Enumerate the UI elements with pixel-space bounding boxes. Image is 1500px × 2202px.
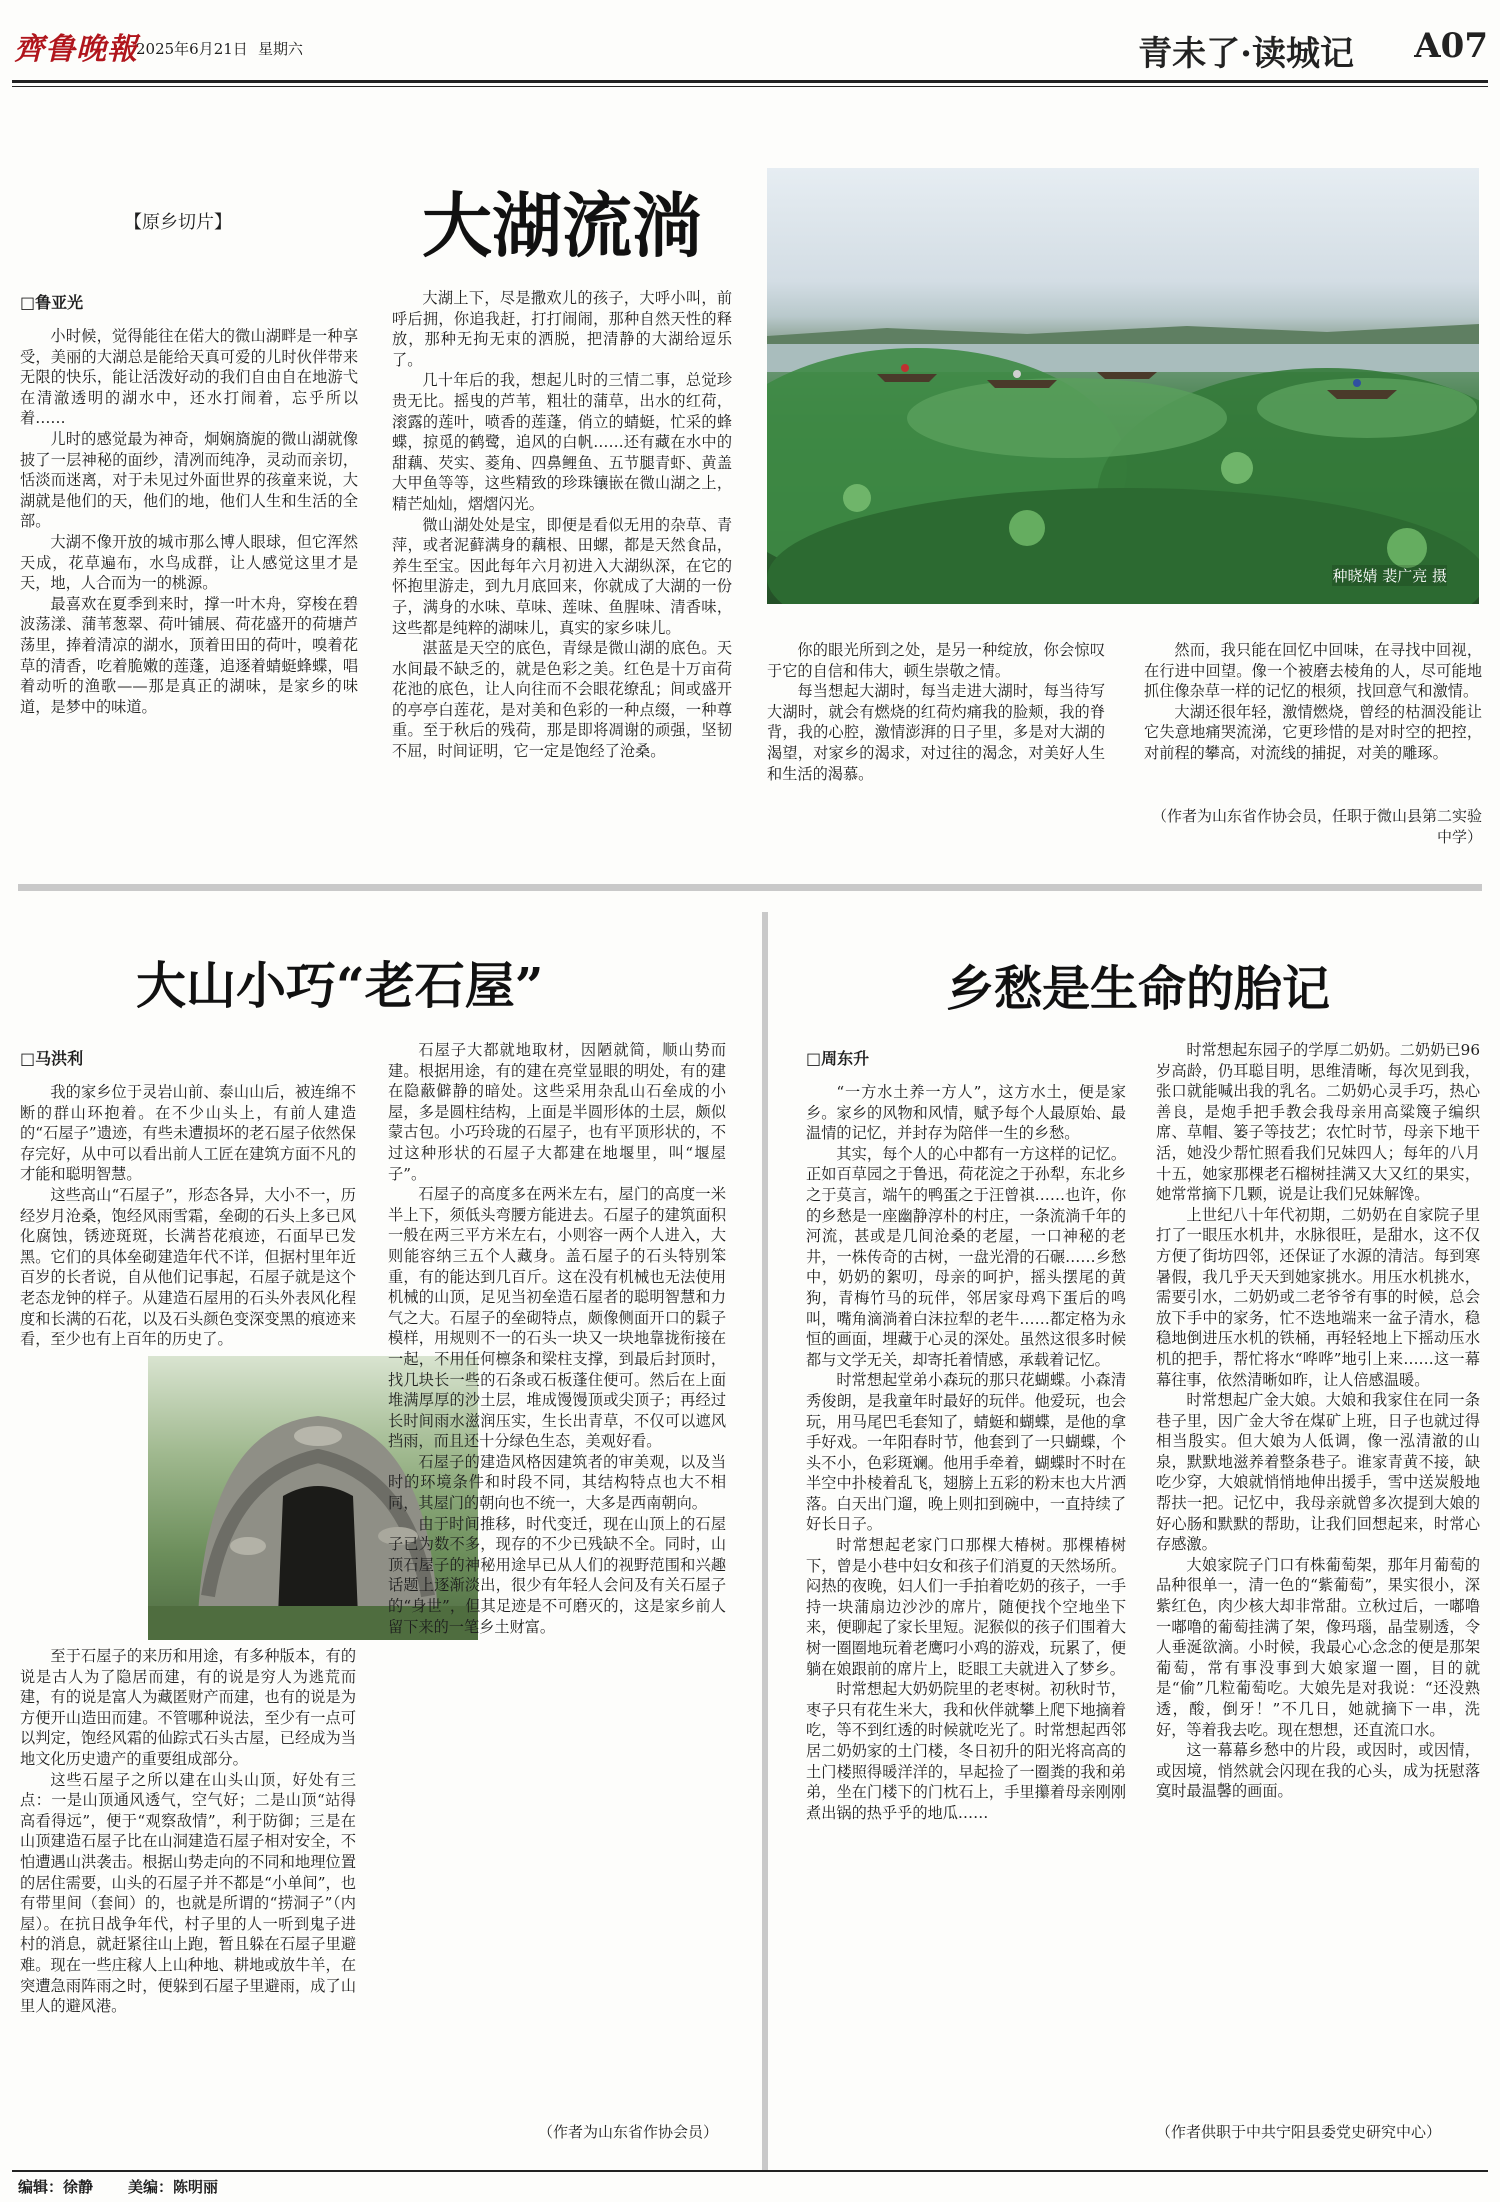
footer-designer: 美编：陈明丽 [128, 2178, 219, 2196]
a2-paragraph: 这些石屋子之所以建在山头山顶，好处有三点：一是山顶通风透气，空气好；二是山顶“站得高看得远”，便于“观察敌情”，利于防御；三是在山顶建造石屋子比在山洞建造石屋子相对安全，不怕遭遇山洪袭击。根据山势走向的不同和地理位置的居住需要，山头的石屋子并不都是“小单间”，也有带里间（套间）的，也就是所谓的“捞洞子”（内屋）。在抗日战争年代，村子里的人一听到鬼子进村的消息，就赶紧往山上跑，暂且躲在石屋子里避难。现在一些庄稼人上山种地、耕地或放牛羊，在突遭急雨阵雨之时，便躲到石屋子里避雨，成了山里人的避风港。 [20, 1770, 356, 2016]
section-divider [18, 884, 1482, 891]
a1-paragraph: 然而，我只能在回忆中回味，在寻找中回视，在行进中回望。像一个被磨去棱角的人，尽可能地抓住像杂草一样的记忆的根须，找回意气和激情。 [1144, 641, 1482, 701]
a1-paragraph: 最喜欢在夏季到来时，撑一叶木舟，穿梭在碧波荡漾、蒲苇葱翠、荷叶铺展、荷花盛开的荷塘芦荡里，捧着清凉的湖水，顶着田田的荷叶，嗅着花草的清香，吃着脆嫩的莲蓬，追逐着蜻蜓蜂蝶，唱着动听的渔歌——那是真正的湖味，是家乡的味道，是梦中的味道。 [20, 594, 358, 716]
a2-paragraph: 石屋子大都就地取材，因陋就简，顺山势而建。根据用途，有的建在亮堂显眼的明处，有的建在隐蔽僻静的暗处。这些采用杂乱山石垒成的小屋，多是圆柱结构，上面是半圆形体的土层，颇似蒙古包。小巧玲珑的石屋子，也有平顶形状的，不过这种形状的石屋子大都建在地堰里，叫“堰屋子”。 [388, 1041, 726, 1183]
a1-paragraph: 大湖不像开放的城市那么博人眼球，但它浑然天成，花草遍布，水鸟成群，让人感觉这里才是天，地，人合而为一的桃源。 [20, 532, 358, 593]
a1-paragraph: 每当想起大湖时，每当走进大湖时，每当待写大湖时，就会有燃烧的红荷灼痛我的脸颊，我的脊背，我的心腔，激情澎湃的日子里，多是对大湖的渴望，对家乡的渴求，对过往的渴念，对美好人生和生活的渴慕。 [767, 682, 1105, 783]
column-divider [762, 912, 768, 2172]
article1-col3 [767, 640, 1105, 846]
a1-paragraph: 微山湖处处是宝，即便是看似无用的杂草、青萍，或者泥藓满身的藕根、田螺，都是天然食品，养生至宝。因此每年六月初进入大湖纵深，在它的怀抱里游走，到九月底回来，你就成了大湖的一份子，满身的水味、草味、莲味、鱼腥味、清香味，这些都是纯粹的湖味儿，真实的家乡味儿。 [392, 515, 732, 637]
a2-paragraph: 由于时间推移，时代变迁，现在山顶上的石屋子已为数不多，现存的不少已残缺不全。同时，山顶石屋子的神秘用途早已从人们的视野范围和兴趣话题上逐渐淡出，很少有年轻人会问及有关石屋子的“身世”，但其足迹是不可磨灭的，这是家乡前人留下来的一笔乡土财富。 [388, 1514, 726, 1636]
article2-col2 [388, 1040, 726, 2120]
article3-title: 乡愁是生命的胎记 [946, 961, 1331, 1017]
article1-col1 [20, 326, 358, 846]
a3-paragraph: 时常想起老家门口那棵大椿树。那棵椿树下，曾是小巷中妇女和孩子们消夏的天然场所。闷热的夜晚，妇人们一手拍着吃奶的孩子，一手持一块蒲扇边沙沙的席片，随便找个空地坐下来，便聊起了家长里短。泥猴似的孩子们围着大树一圈圈地玩着老鹰叼小鸡的游戏，玩累了，便躺在娘跟前的席片上，眨眼工夫就进入了梦乡。 [806, 1536, 1126, 1678]
article1-author-note: （作者为山东省作协会员，任职于微山县第二实验中学） [1151, 807, 1482, 846]
article2-col1 [20, 1082, 356, 1352]
a1-paragraph: 大湖上下，尽是撒欢儿的孩子，大呼小叫，前呼后拥，你追我赶，打打闹闹，那种自然天性的释放，那种无拘无束的洒脱，把清静的大湖给逗乐了。 [392, 289, 732, 369]
issue-weekday: 星期六 [258, 40, 304, 58]
a2-paragraph: 石屋子的高度多在两米左右，屋门的高度一米半上下，须低头弯腰方能进去。石屋子的建筑面积一般在两三平方米左右，小则容一两个人进入，大则能容纳三五个人藏身。盖石屋子的石头特别笨重，有的能达到几百斤。这在没有机械也无法使用机械的山顶，足见当初垒造石屋者的聪明智慧和力气之大。石屋子的垒砌特点，颇像侧面开口的鬏子模样，用规则不一的石头一块又一块地靠拢衔接在一起，不用任何檩条和梁柱支撑，到最后封顶时，找几块长一些的石条或石板蓬住便可。然后在上面堆满厚厚的沙土层，堆成馒馒顶或尖顶子；再经过长时间雨水滋润压实，生长出青草，不仅可以遮风挡雨，而且还十分绿色生态，美观好看。 [388, 1185, 726, 1451]
footer-editor: 编辑：徐静 [18, 2178, 94, 2196]
a3-paragraph: “一方水土养一方人”，这方水土，便是家乡。家乡的风物和风情，赋予每个人最原始、最温情的记忆，并封存为陪伴一生的乡愁。 [806, 1083, 1126, 1143]
footer-rule [12, 2170, 1488, 2172]
column-tag: 【原乡切片】 [124, 212, 232, 233]
article3-col1 [806, 1082, 1126, 2162]
article2-col1-bottom [20, 1646, 356, 2166]
article3-author-note: （作者供职于中共宁阳县委党史研究中心） [1156, 2123, 1442, 2141]
a3-paragraph: 上世纪八十年代初期，二奶奶在自家院子里打了一眼压水机井，水脉很旺，是甜水，这不仅方便了街坊四邻，还保证了水源的清洁。每到寒暑假，我几乎天天到她家挑水。用压水机挑水，需要引水，二奶奶或二老爷爷有事的时候，总会放下手中的家务，忙不迭地端来一盆子清水，稳稳地倒进压水机的铁桶，再轻轻地上下摇动压水机的把手，帮忙将水“哗哗”地引上来……这一幕幕往事，依然清晰如昨，让人倍感温暖。 [1156, 1205, 1480, 1389]
section-name: 青未了·读城记 [1138, 34, 1354, 74]
article2-title: 大山小巧“老石屋” [136, 956, 544, 1015]
a3-paragraph: 时常想起堂弟小森玩的那只花蝴蝶。小森清秀俊朗，是我童年时最好的玩伴。他爱玩，也会玩，用马尾巴毛套知了，蜻蜓和蝴蝶，是他的拿手好戏。一年阳春时节，他套到了一只蝴蝶，个头不小，色彩斑斓。他用手牵着，蝴蝶时不时在半空中扑棱着乱飞，翅膀上五彩的粉末也大片洒落。白天出门遛，晚上则扣到碗中，一直持续了好长日子。 [806, 1371, 1126, 1534]
a1-paragraph: 小时候，觉得能往在偌大的微山湖畔是一种享受，美丽的大湖总是能给天真可爱的儿时伙伴带来无限的快乐，能让活泼好动的我们自由自在地游弋在清澈透明的湖水中，还水打闹着，忘乎所以着…… [20, 327, 358, 428]
header-rule-thin [12, 86, 1488, 87]
header-rule [12, 80, 1488, 83]
a2-paragraph: 至于石屋子的来历和用途，有多种版本，有的说是古人为了隐居而建，有的说是穷人为逃荒而建，有的说是富人为藏匿财产而建，也有的说是为方便开山造田而建。不管哪种说法，至少有一点可以判定，饱经风霜的仙踪式石头古屋，已经成为当地文化历史遗产的重要组成部分。 [20, 1647, 356, 1768]
article3-author: □周东升 [806, 1049, 870, 1068]
photo-credit: 种晓婧 裴广亮 摄 [1332, 567, 1447, 585]
article1-col4 [1144, 640, 1482, 820]
a2-paragraph: 这些高山“石屋子”，形态各异，大小不一，历经岁月沧桑，饱经风雨雪霜，垒砌的石头上多已风化腐蚀，锈迹斑斑，长满苔花痕迹，石面早已发黑。它们的具体垒砌建造年代不详，但据村里年近百岁的长者说，自从他们记事起，石屋子就是这个老态龙钟的样子。从建造石屋用的石头外表风化程度和长满的石花，以及石头颜色变深变黑的痕迹来看，至少也有上百年的历史了。 [20, 1185, 356, 1349]
article1-photo [767, 168, 1479, 604]
a2-paragraph: 我的家乡位于灵岩山前、泰山山后，被连绵不断的群山环抱着。在不少山头上，有前人建造的“石屋子”遗迹，有些未遭损坏的老石屋子依然保存完好，从中可以看出前人工匠在建筑方面不凡的才能和聪明智慧。 [20, 1083, 356, 1184]
lotus-lake-illustration [767, 168, 1479, 604]
a3-paragraph: 其实，每个人的心中都有一方这样的记忆。正如百草园之于鲁迅，荷花淀之于孙犁，东北乡之于莫言，端午的鸭蛋之于汪曾祺……也许，你的乡愁是一座幽静淳朴的村庄，一条流淌千年的河流，甚或是几间沧桑的老屋，一口神秘的老井，一株传奇的古树，一盘光滑的石碾……乡愁中，奶奶的絮叨，母亲的呵护，摇头摆尾的黄狗，青梅竹马的玩伴，邻居家母鸡下蛋后的鸣叫，嘴角滴淌着白沫拉犁的老牛……都定格为永恒的画面，埋藏于心灵的深处。虽然这很多时候都与文学无关，却寄托着情感，承载着记忆。 [806, 1144, 1126, 1369]
a3-paragraph: 这一幕幕乡愁中的片段，或因时，或因情，或因境，悄然就会闪现在我的心头，成为抚慰落寞时最温馨的画面。 [1156, 1741, 1480, 1801]
article1-col2 [392, 288, 732, 846]
a3-paragraph: 时常想起广金大娘。大娘和我家住在同一条巷子里，因广金大爷在煤矿上班，日子也就过得相当殷实。但大娘为人低调，像一泓清澈的山泉，默默地滋养着整条巷子。谁家青黄不接，缺吃少穿，大娘就悄悄地伸出援手，雪中送炭般地帮扶一把。记忆中，我母亲就曾多次提到大娘的好心肠和默默的帮助，让我们回想起来，时常心存感激。 [1156, 1391, 1480, 1554]
a3-paragraph: 时常想起大奶奶院里的老枣树。初秋时节，枣子只有花生米大，我和伙伴就攀上爬下地摘着吃，等不到红透的时候就吃光了。时常想起西邻居二奶奶家的土门楼，冬日初升的阳光将高高的土门楼照得暖洋洋的，早起捡了一圈粪的我和弟弟，坐在门楼下的门枕石上，手里攥着母亲刚刚煮出锅的热乎乎的地瓜…… [806, 1680, 1126, 1822]
article3-col2 [1156, 1040, 1480, 2120]
article2-author-note: （作者为山东省作协会员） [537, 2123, 718, 2141]
a3-paragraph: 时常想起东园子的学厚二奶奶。二奶奶已96岁高龄，仍耳聪目明，思维清晰，每次见到我，张口就能喊出我的乳名。二奶奶心灵手巧，热心善良，是炮手把手教会我母亲用高粱篾子编织席、草帽、篓子等技艺；农忙时节，母亲下地干活，她没少帮忙照看我们兄妹四人；每年的八月十五，她家那棵老石榴树挂满又大又红的果实，她常常摘下几颗，说是让我们兄妹解馋。 [1156, 1041, 1480, 1204]
article2-author: □马洪利 [20, 1049, 84, 1068]
a1-paragraph: 几十年后的我，想起儿时的三情二事，总觉珍贵无比。摇曳的芦苇，粗壮的蒲草，出水的红荷，滚露的莲叶，喷香的莲蓬，俏立的蜻蜓，忙采的蜂蝶，掠觅的鹤鹭，追风的白帆……还有藏在水中的甜藕、芡实、菱角、四鼻鲤鱼、五节腿青虾、黄盖大甲鱼等等，这些精致的珍珠镶嵌在微山湖之上，精芒灿灿，熠熠闪光。 [392, 371, 732, 513]
masthead: 齊鲁晚報 [14, 32, 138, 67]
a1-paragraph: 儿时的感觉最为神奇，炯娴旖旎的微山湖就像披了一层神秘的面纱，清冽而纯净，灵动而亲切，恬淡而迷离，对于未见过外面世界的孩童来说，大湖就是他们的天，他们的地，他们人生和生活的全部。 [20, 429, 358, 531]
a2-paragraph: 石屋子的建造风格因建筑者的审美观，以及当时的环境条件和时段不同，其结构特点也大不相同，其屋门的朝向也不统一，大多是西南朝向。 [388, 1452, 726, 1513]
a1-paragraph: 湛蓝是天空的底色，青绿是微山湖的底色。天水间最不缺乏的，就是色彩之美。红色是十万亩荷花池的底色，让人向往而不会眼花缭乱；间或盛开的亭亭白莲花，是对美和色彩的一种点缀，一种尊重。至于秋后的残荷，那是即将凋谢的顽强，坚韧不屈，时间证明，它一定是饱经了沧桑。 [392, 639, 732, 761]
a1-paragraph: 大湖还很年轻，激情燃烧，曾经的枯涸没能让它失意地痛哭流涕，它更珍惜的是对时空的把控，对前程的攀高，对流线的捕捉，对美的雕琢。 [1144, 702, 1482, 762]
issue-date: 2025年6月21日 [136, 40, 248, 58]
article1-author: □鲁亚光 [20, 293, 84, 312]
page-number: A07 [1414, 26, 1488, 66]
a1-paragraph: 你的眼光所到之处，是另一种绽放，你会惊叹于它的自信和伟大，顿生崇敬之情。 [767, 641, 1105, 680]
a3-paragraph: 大娘家院子门口有株葡萄架，那年月葡萄的品种很单一，清一色的“紫葡萄”，果实很小，深紫红色，肉少核大却非常甜。立秋过后，一嘟噜一嘟噜的葡萄挂满了架，像玛瑙，晶莹剔透，令人垂涎欲滴。小时候，我最心心念念的便是那架葡萄，常有事没事到大娘家遛一圈，目的就是“偷”几粒葡萄吃。大娘先是对我说：“还没熟透，酸，倒牙！”不几日，她就摘下一串，洗好，等着我去吃。现在想想，还直流口水。 [1156, 1555, 1480, 1739]
article1-title: 大湖流淌 [422, 184, 702, 267]
